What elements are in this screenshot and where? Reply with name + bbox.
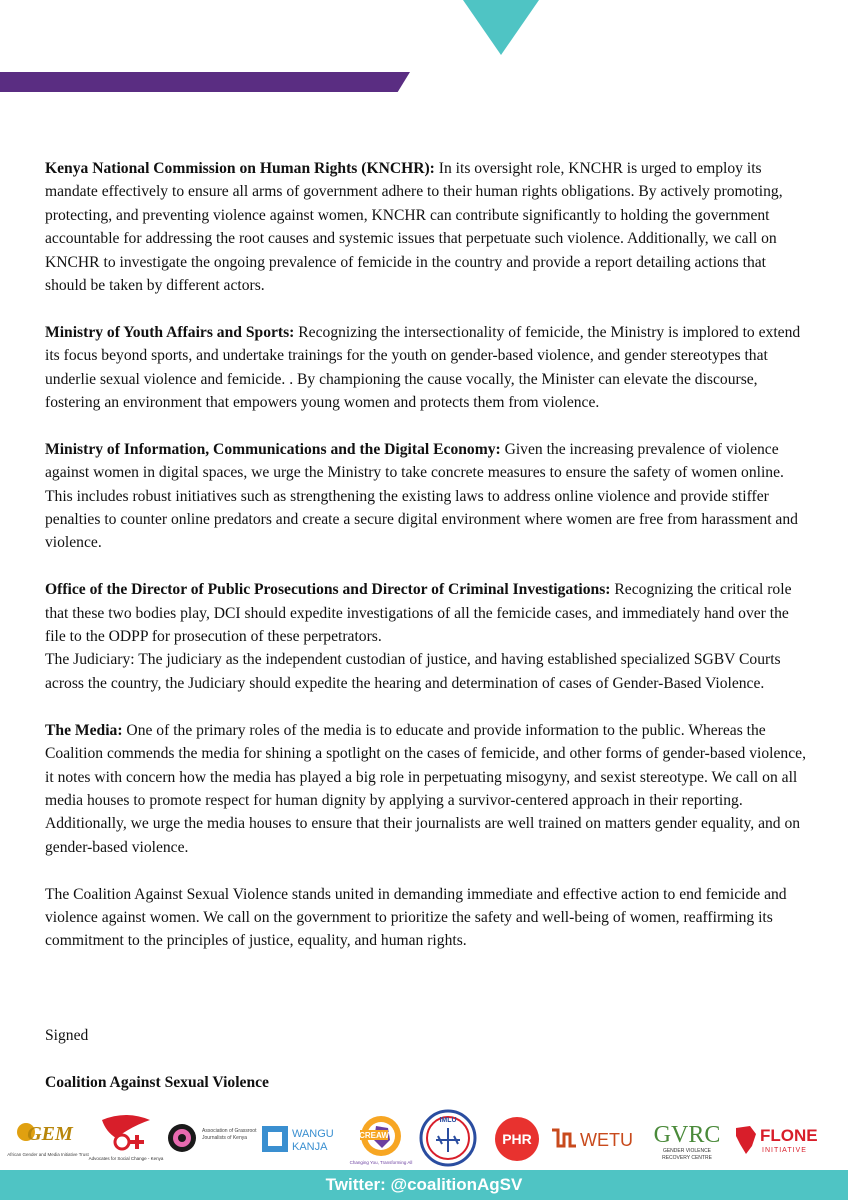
flone-logo [732, 1122, 822, 1158]
paragraph-conclusion [45, 883, 807, 953]
svg-text:FLONE: FLONE [760, 1126, 818, 1145]
signature-organization: Coalition Against Sexual Violence [45, 1074, 269, 1091]
paragraph-text: The Judiciary: The judiciary as the independent custodian of justice, and having established specialized SGBV Courts across the country, the Judiciary should expedite the hearing and determination of cases of Gender-Based Violence. [45, 651, 781, 692]
agjk-logo [166, 1118, 256, 1158]
svg-text:INITIATIVE: INITIATIVE [762, 1147, 807, 1154]
paragraph-heading: The Media: [45, 721, 123, 739]
svg-text:GENDER VIOLENCE: GENDER VIOLENCE [662, 1148, 712, 1154]
svg-text:Advocates for Social Change -: Advocates for Social Change - Kenya [88, 1156, 164, 1161]
decorative-teal-triangle [463, 0, 539, 55]
paragraph-text: In its oversight role, KNCHR is urged to employ its mandate effectively to ensure all arms of government adhere to their human rights obligations. By actively promoting, protecting, and preventing violence against women, KNCHR can contribute significantly to holding the government accountable for addressing the root causes and systemic issues that perpetuate such violence. Additionally, we call on KNCHR to investigate the ongoing prevalence of femicide in the country and provide a report detailing actions that should be taken by different actors. [45, 160, 783, 295]
paragraph-heading: Office of the Director of Public Prosecutions and Director of Criminal Investigations: [45, 581, 611, 599]
paragraph-ict-ministry [45, 438, 807, 555]
creaw-logo [348, 1112, 414, 1166]
svg-text:WETU: WETU [580, 1130, 633, 1150]
svg-text:RECOVERY CENTRE: RECOVERY CENTRE [662, 1155, 712, 1161]
gvrc-logo [650, 1118, 724, 1164]
letter-body [45, 157, 807, 976]
agem-logo [7, 1116, 89, 1162]
paragraph-heading: Ministry of Information, Communications and the Digital Economy: [45, 440, 501, 458]
paragraph-text: Recognizing the critical role that these two bodies play, DCI should expedite investigations of all the femicide cases, and immediately hand over the file to the ODPP for prosecution of these perpetrators. [45, 581, 792, 646]
svg-text:Changing You, Transforming All: Changing You, Transforming All [349, 1160, 413, 1165]
paragraph-text: The Coalition Against Sexual Violence stands united in demanding immediate and effective action to end femicide and violence against women. We call on the government to prioritize the safety and well-being of women, reaffirming its commitment to the principles of justice, equality, and human rights. [45, 885, 787, 950]
wangu-kanja-logo [260, 1120, 344, 1156]
wetu-logo [548, 1124, 644, 1154]
svg-text:KANJA: KANJA [292, 1141, 328, 1153]
paragraph-text: Given the increasing prevalence of violence against women in digital spaces, we urge the Ministry to take concrete measures to ensure the safety of women online. This includes robust initiatives such as strengthening the existing laws to address online violence and provide stiffer penalties to counter online predators and create a secure digital environment where women are free from harassment and violence. [45, 440, 798, 552]
imlu-logo [418, 1108, 478, 1168]
svg-text:Association of Grassroot: Association of Grassroot [202, 1128, 257, 1134]
svg-text:CREAW: CREAW [359, 1131, 389, 1140]
advocates-social-change-logo [88, 1112, 164, 1164]
twitter-handle-footer: Twitter: @coalitionAgSV [0, 1170, 848, 1200]
paragraph-youth-ministry [45, 321, 807, 415]
paragraph-text: One of the primary roles of the media is to educate and provide information to the public. Whereas the Coalition commends the media for shining a spotlight on the cases of femicide, and other forms of gender-based violence, it notes with concern how the media has played a big role in perpetuating misogyny, and sexist stereotype. We call on all media houses to promote respect for human dignity by applying a survivor-centered approach in their reporting. Additionally, we urge the media houses to ensure that their journalists are well trained on matters gender equality, and on gender-based violence. [45, 721, 806, 856]
paragraph-heading: Ministry of Youth Affairs and Sports: [45, 323, 295, 341]
svg-text:Journalists of Kenya: Journalists of Kenya [202, 1135, 248, 1141]
paragraph-knchr [45, 157, 807, 297]
signed-label: Signed [45, 1027, 89, 1044]
svg-text:IMLU: IMLU [439, 1117, 457, 1124]
paragraph-odpp-dci [45, 578, 807, 648]
paragraph-heading: Kenya National Commission on Human Rights (KNCHR): [45, 160, 435, 177]
paragraph-text: Recognizing the intersectionality of femicide, the Ministry is implored to extend its focus beyond sports, and undertake trainings for the youth on gender-based violence, and gender stereotypes that underlie sexual violence and femicide. . By championing the cause vocally, the Minister can elevate the discourse, fostering an environment that empowers young women and protects them from violence. [45, 323, 801, 412]
svg-text:GEM: GEM [27, 1123, 73, 1145]
svg-text:PHR: PHR [502, 1131, 532, 1147]
svg-text:WANGU: WANGU [292, 1128, 334, 1140]
partner-logos-row [0, 1108, 848, 1168]
paragraph-media [45, 719, 807, 859]
svg-text:African Gender and Media Initi: African Gender and Media Initiative Trust [7, 1152, 89, 1157]
paragraph-judiciary [45, 648, 807, 695]
decorative-purple-bar [0, 72, 410, 92]
svg-text:GVRC: GVRC [653, 1122, 721, 1148]
phr-logo [494, 1116, 540, 1162]
